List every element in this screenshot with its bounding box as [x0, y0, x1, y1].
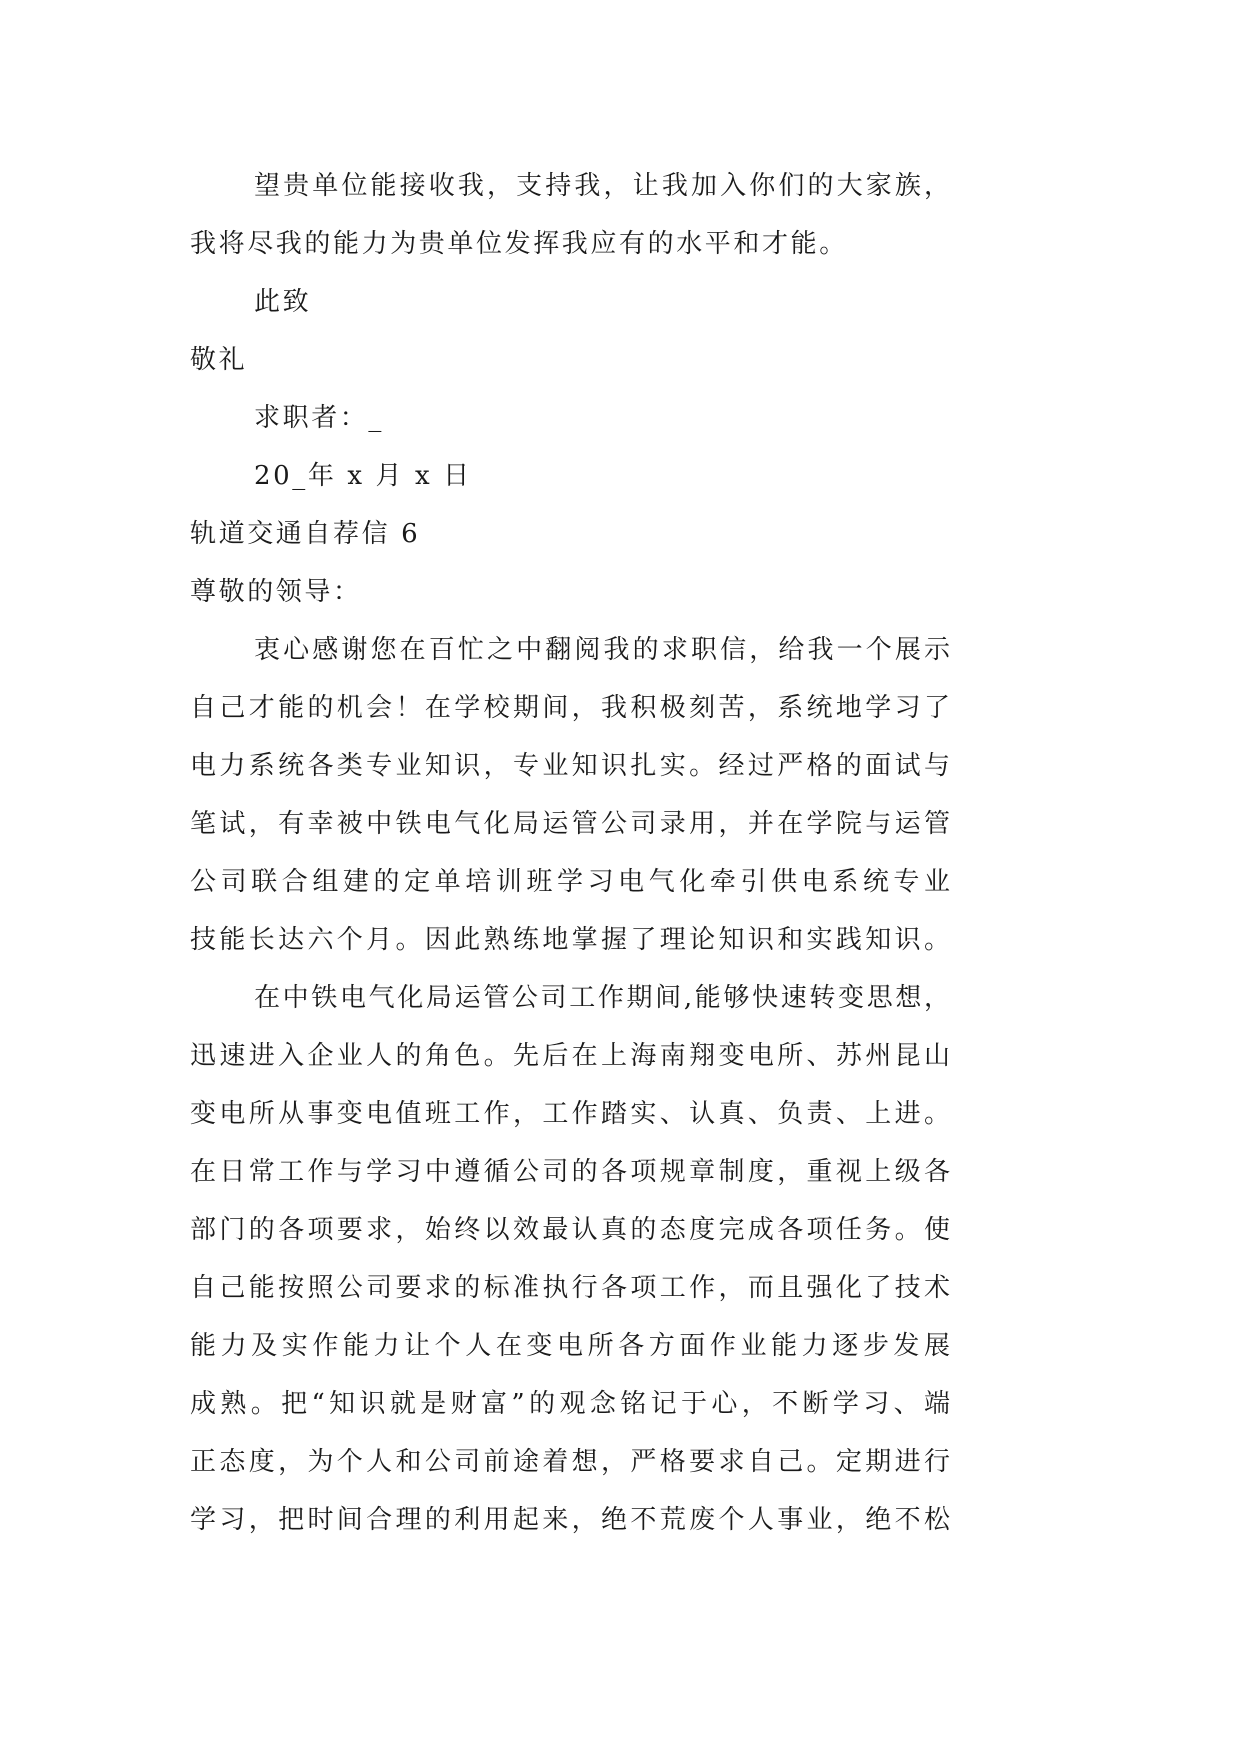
paragraph-line: 自己才能的机会！在学校期间，我积极刻苦，系统地学习了 [190, 693, 950, 723]
closing-regards: 敬礼 [190, 345, 248, 375]
paragraph-line: 公司联合组建的定单培训班学习电气化牵引供电系统专业 [190, 867, 950, 897]
paragraph-line: 学习，把时间合理的利用起来，绝不荒废个人事业，绝不松 [190, 1505, 950, 1535]
paragraph-line: 在中铁电气化局运管公司工作期间,能够快速转变思想， [254, 983, 950, 1013]
paragraph-line: 笔试，有幸被中铁电气化局运管公司录用，并在学院与运管 [190, 809, 950, 839]
paragraph-line: 自己能按照公司要求的标准执行各项工作，而且强化了技术 [190, 1273, 950, 1303]
paragraph-line: 望贵单位能接收我，支持我，让我加入你们的大家族， [254, 171, 950, 201]
closing-salutation: 此致 [254, 287, 312, 317]
greeting: 尊敬的领导： [190, 577, 362, 607]
paragraph-line: 部门的各项要求，始终以效最认真的态度完成各项任务。使 [190, 1215, 950, 1245]
paragraph-line: 迅速进入企业人的角色。先后在上海南翔变电所、苏州昆山 [190, 1041, 950, 1071]
document-body [190, 157, 950, 1549]
section-title: 轨道交通自荐信 6 [190, 519, 421, 549]
paragraph-line: 我将尽我的能力为贵单位发挥我应有的水平和才能。 [190, 229, 848, 259]
paragraph-line: 技能长达六个月。因此熟练地掌握了理论知识和实践知识。 [190, 925, 950, 955]
paragraph-line: 衷心感谢您在百忙之中翻阅我的求职信，给我一个展示 [254, 635, 950, 665]
date-line: 20_年 x 月 x 日 [254, 461, 472, 491]
paragraph-line: 成熟。把“知识就是财富”的观念铭记于心，不断学习、端 [190, 1389, 950, 1419]
paragraph-line: 变电所从事变电值班工作，工作踏实、认真、负责、上进。 [190, 1099, 950, 1129]
paragraph-line: 在日常工作与学习中遵循公司的各项规章制度，重视上级各 [190, 1157, 950, 1187]
signature-line: 求职者：_ [254, 403, 385, 433]
paragraph-line: 正态度，为个人和公司前途着想，严格要求自己。定期进行 [190, 1447, 950, 1477]
paragraph-line: 电力系统各类专业知识，专业知识扎实。经过严格的面试与 [190, 751, 950, 781]
paragraph-line: 能力及实作能力让个人在变电所各方面作业能力逐步发展 [190, 1331, 950, 1361]
